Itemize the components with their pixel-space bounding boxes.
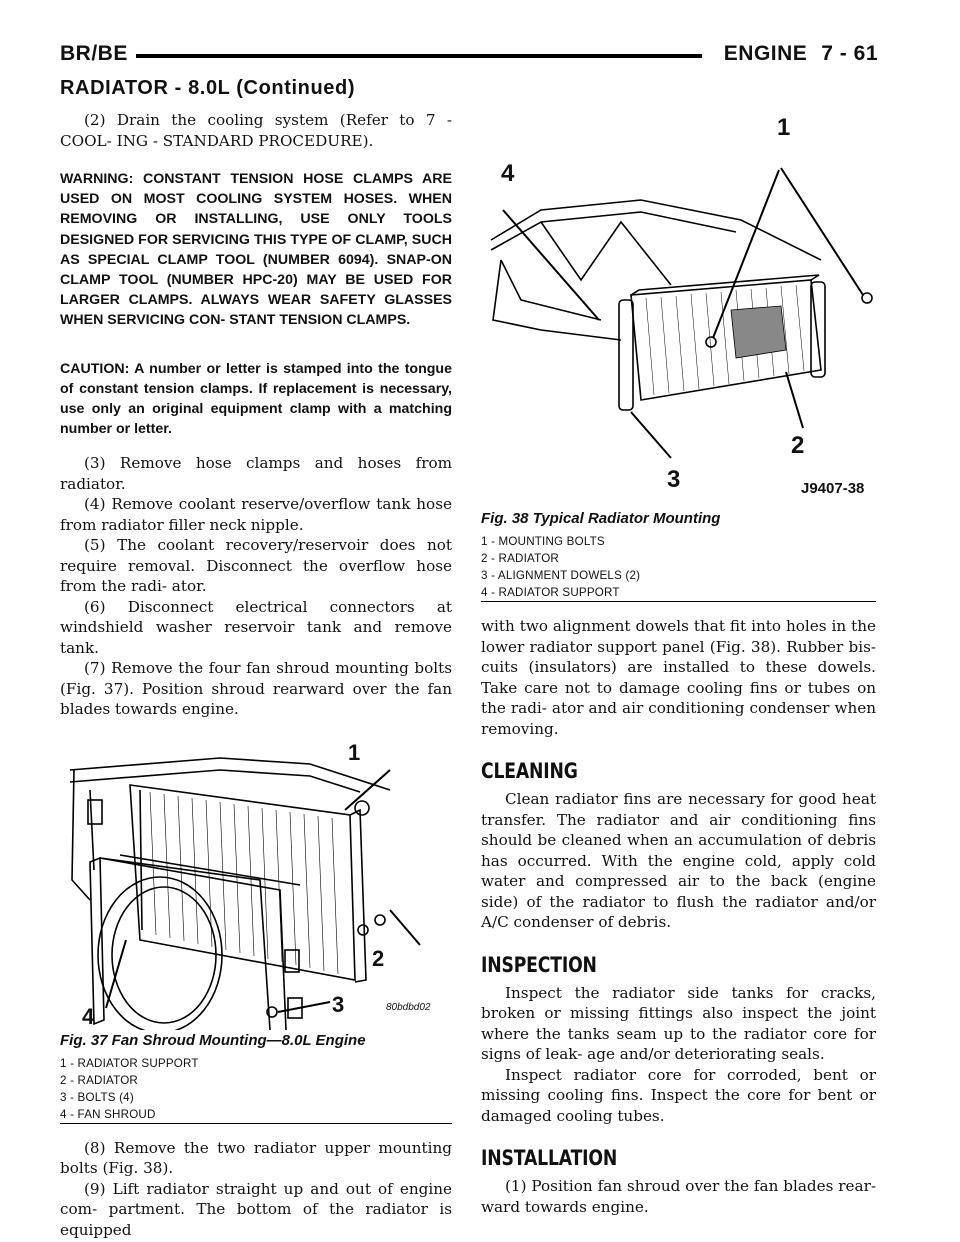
callout-1: 1 <box>348 739 361 765</box>
step-5: (5) The coolant recovery/reservoir does not require removal. Disconnect the overflow hose from the radi- ator. <box>60 536 452 596</box>
legend-item: 4 - FAN SHROUD <box>60 1107 156 1121</box>
installation-step-1: (1) Position fan shroud over the fan blades rear- ward towards engine. <box>481 1177 876 1216</box>
removal-continued: with two alignment dowels that fit into holes in the lower radiator support panel (Fig. 38). Rubber bis- cuits (insulators) are installed to these dowels. Take care not to damage cooling fins or tubes on the radi- ator and air conditioning condenser when removing. <box>481 617 876 738</box>
callout-1: 1 <box>777 114 791 141</box>
manual-model-code: BR/BE <box>60 42 128 65</box>
legend-item: 1 - RADIATOR SUPPORT <box>60 1056 199 1070</box>
legend-item: 3 - ALIGNMENT DOWELS (2) <box>481 569 641 582</box>
section-name: ENGINE <box>723 42 808 65</box>
cleaning-heading: CLEANING <box>481 759 578 783</box>
step-7: (7) Remove the four fan shroud mounting bolts (Fig. 37). Position shroud rearward over the fan blades towards engine. <box>60 659 452 719</box>
step-9: (9) Lift radiator straight up and out of engine com- partment. The bottom of the radiator is equipped <box>60 1179 452 1239</box>
figure-code: 80bdbd02 <box>386 1001 431 1013</box>
figure-code: J9407-38 <box>801 480 865 497</box>
page-number: 7 - 61 <box>821 42 878 65</box>
step-4: (4) Remove coolant reserve/overflow tank hose from radiator filler neck nipple. <box>60 495 452 534</box>
fan-shroud-illustration <box>60 730 452 1030</box>
callout-2: 2 <box>791 432 805 459</box>
caution-text: CAUTION: A number or letter is stamped into the tongue of constant tension clamps. If replacement is necessary, use only an original equipment clamp with a matching number or letter. <box>60 360 452 438</box>
legend-item: 4 - RADIATOR SUPPORT <box>481 586 620 599</box>
header-rule <box>136 54 702 58</box>
callout-4: 4 <box>82 1003 95 1029</box>
inspection-text-1: Inspect the radiator side tanks for cracks, broken or missing fittings also inspect the joint where the tanks seam up to the radiator core for signs of leak- age and/or deteriorating seals. <box>481 983 876 1063</box>
callout-4: 4 <box>501 160 515 187</box>
step-8: (8) Remove the two radiator upper mounting bolts (Fig. 38). <box>60 1138 452 1178</box>
page-subtitle: RADIATOR - 8.0L (Continued) <box>60 77 356 99</box>
section-page-label <box>710 42 878 66</box>
step-6: (6) Disconnect electrical connectors at windshield washer reservoir tank and remove tank. <box>60 597 452 657</box>
figure-38-legend <box>481 533 876 602</box>
radiator-mounting-illustration <box>481 110 876 510</box>
legend-item: 3 - BOLTS (4) <box>60 1090 134 1104</box>
figure-38-caption: Fig. 38 Typical Radiator Mounting <box>481 510 721 527</box>
cleaning-text: Clean radiator fins are necessary for good heat transfer. The radiator and air conditioning fins should be cleaned when an accumulation of debris has occurred. With the engine cold, apply cold water and compressed air to the back (engine side) of the radiator to flush the radiator and/or A/C condenser of debris. <box>481 790 876 931</box>
callout-2: 2 <box>372 945 385 971</box>
legend-item: 1 - MOUNTING BOLTS <box>481 535 605 548</box>
warning-text: WARNING: CONSTANT TENSION HOSE CLAMPS ARE USED ON MOST COOLING SYSTEM HOSES. WHEN REMOVING OR INSTALLING, USE ONLY TOOLS DESIGNED FOR SERVICING THIS TYPE OF CLAMP, SUCH AS SPECIAL CLAMP TOOL (NUMBER 6094). SNAP-ON CLAMP TOOL (NUMBER HPC-20) MAY BE USED FOR LARGER CLAMPS. ALWAYS WEAR SAFETY GLASSES WHEN SERVICING CON- STANT TENSION CLAMPS. <box>60 171 452 329</box>
step-2: (2) Drain the cooling system (Refer to 7 - COOL- ING - STANDARD PROCEDURE). <box>60 111 452 150</box>
callout-3: 3 <box>667 466 681 493</box>
legend-item: 2 - RADIATOR <box>60 1073 138 1087</box>
inspection-text-2: Inspect radiator core for corroded, bent or missing cooling fins. Inspect the core for bent or damaged cooling tubes. <box>481 1065 876 1125</box>
figure-37-caption: Fig. 37 Fan Shroud Mounting—8.0L Engine <box>60 1031 366 1049</box>
figure-37-legend <box>60 1055 452 1124</box>
callout-3: 3 <box>332 991 345 1017</box>
inspection-heading: INSPECTION <box>481 952 597 977</box>
step-3: (3) Remove hose clamps and hoses from radiator. <box>60 454 452 493</box>
left-column <box>60 110 452 1240</box>
installation-heading: INSTALLATION <box>481 1146 618 1170</box>
right-column <box>481 110 876 1217</box>
legend-item: 2 - RADIATOR <box>481 552 559 565</box>
figure-38 <box>481 110 876 510</box>
figure-37 <box>60 730 452 1030</box>
page-header <box>60 42 878 70</box>
